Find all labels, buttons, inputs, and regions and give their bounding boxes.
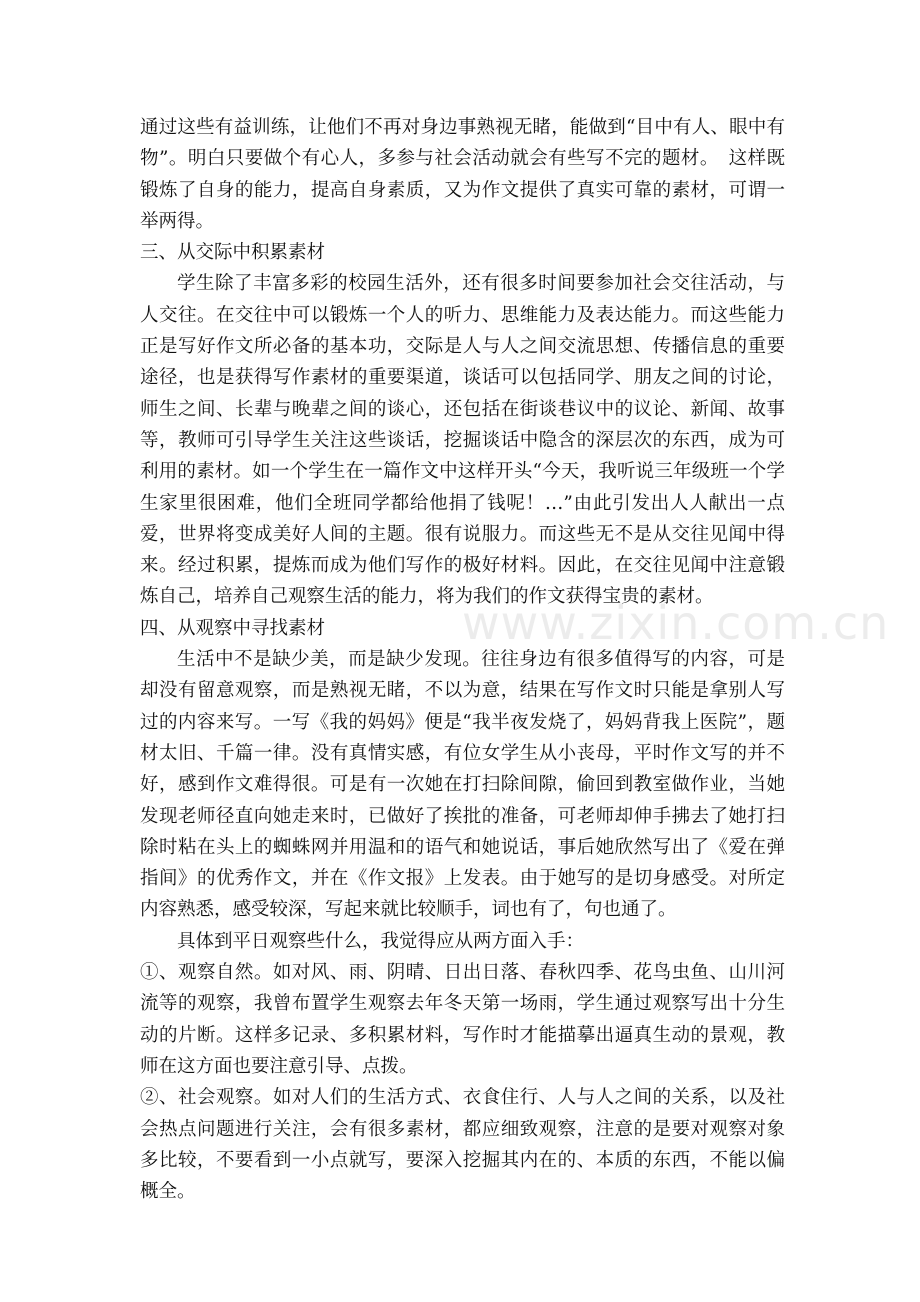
list-item-nature: ①、观察自然。如对风、雨、阴晴、日出日落、春秋四季、花鸟虫鱼、山川河流等的观察，我曾布置学生观察去年冬天第一场雨，学生通过观察写出十分生动的片断。这样多记录、多积累材料，写作时才能描摹出逼真生动的景观，教师在这方面也要注意引导、点拨。 <box>140 962 785 1077</box>
watermark: www.zixin.com.cn <box>462 596 890 650</box>
list-item-society: ②、社会观察。如对人们的生活方式、衣食住行、人与人之间的关系，以及社会热点问题进行关注，会有很多素材，都应细致观察，注意的是要对观察对象多比较，不要看到一小点就写，要深入挖掘其内在的、本质的东西，不能以偏概全。 <box>140 1087 785 1203</box>
document-body <box>140 112 785 1207</box>
paragraph-observation-intro: 具体到平日观察些什么，我觉得应从两方面入手： <box>177 930 585 952</box>
paragraph-intro: 通过这些有益训练，让他们不再对身边事熟视无睹，能做到“目中有人、眼中有物”。明白只要做个有心人，多参与社会活动就会有些写不完的题材。 这样既锻炼了自身的能力，提高自身素质，又为作文提供了真实可靠的素材，可谓一举两得。 <box>140 117 785 232</box>
paragraph-observation: 生活中不是缺少美，而是缺少发现。往往身边有很多值得写的内容，可是却没有留意观察，而是熟视无睹，不以为意，结果在写作文时只能是拿别人写过的内容来写。一写《我的妈妈》便是“我半夜发烧了，妈妈背我上医院”，题材太旧、千篇一律。没有真情实感，有位女学生从小丧母，平时作文写的并不好，感到作文难得很。可是有一次她在打扫除间隙，偷回到教室做作业，当她发现老师径直向她走来时，已做好了挨批的准备，可老师却伸手拂去了她打扫除时粘在头上的蜘蛛网并用温和的语气和她说话，事后她欣然写出了《爱在弹指间》的优秀作文，并在《作文报》上发表。由于她写的是切身感受。对所定内容熟悉，感受较深，写起来就比较顺手，词也有了，句也通了。 <box>140 649 785 921</box>
section-heading-3: 三、从交际中积累素材 <box>140 242 326 264</box>
paragraph-communication: 学生除了丰富多彩的校园生活外，还有很多时间要参加社会交往活动，与人交往。在交往中可以锻炼一个人的听力、思维能力及表达能力。而这些能力正是写好作文所必备的基本功，交际是人与人之间交流思想、传播信息的重要途径，也是获得写作素材的重要渠道，谈话可以包括同学、朋友之间的讨论，师生之间、长辈与晚辈之间的谈心，还包括在街谈巷议中的议论、新闻、故事等，教师可引导学生关注这些谈话，挖掘谈话中隐含的深层次的东西，成为可利用的素材。如一个学生在一篇作文中这样开头“今天，我听说三年级班一个学生家里很困难，他们全班同学都给他捐了钱呢！…”由此引发出人人献出一点爱，世界将变成美好人间的主题。很有说服力。而这些无不是从交往见闻中得来。经过积累，提炼而成为他们写作的极好材料。因此，在交往见闻中注意锻炼自己，培养自己观察生活的能力，将为我们的作文获得宝贵的素材。 <box>140 273 785 608</box>
section-heading-4: 四、从观察中寻找素材 <box>140 617 326 639</box>
